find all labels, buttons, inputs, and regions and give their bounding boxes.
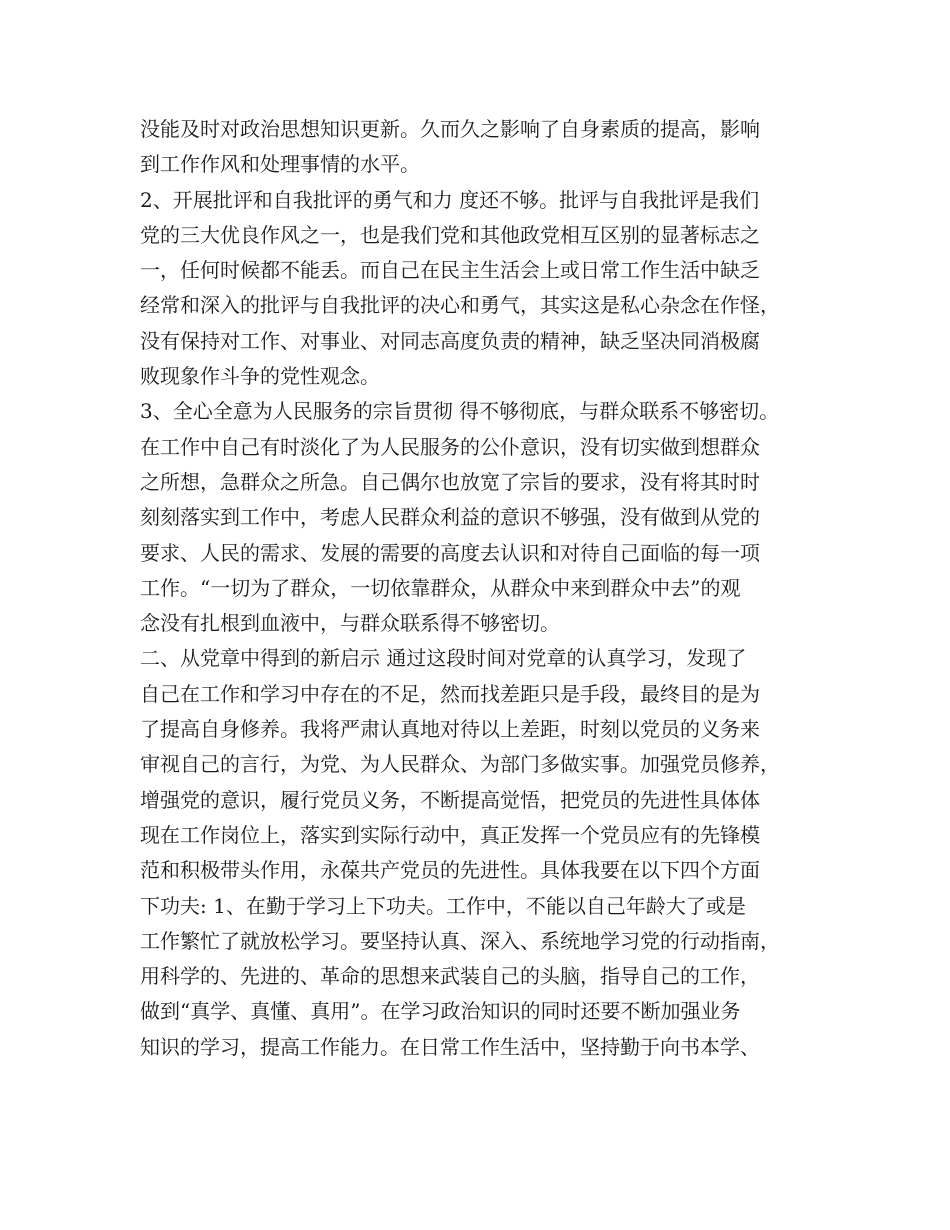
text-line: 要求、人民的需求、发展的需要的高度去认识和对待自己面临的每一项 — [140, 540, 760, 565]
text-line: 3、全心全意为人民服务的宗旨贯彻 得不够彻底，与群众联系不够密切。 — [140, 399, 780, 424]
document-body — [140, 112, 830, 1065]
text-line: 没能及时对政治思想知识更新。久而久之影响了自身素质的提高，影响 — [140, 117, 760, 141]
text-line: 2、开展批评和自我批评的勇气和力 度还不够。批评与自我批评是我们 — [140, 187, 760, 212]
text-line: 用科学的、先进的、革命的思想来武装自己的头脑，指导自己的工作， — [140, 964, 760, 989]
text-line: 一，任何时候都不能丢。而自己在民主生活会上或日常工作生活中缺乏 — [140, 258, 760, 283]
text-line: 刻刻落实到工作中，考虑人民群众利益的意识不够强，没有做到从党的 — [140, 505, 760, 530]
text-line: 到工作作风和处理事情的水平。 — [140, 152, 420, 177]
text-line: 知识的学习，提高工作能力。在日常工作生活中，坚持勤于向书本学、 — [140, 1034, 760, 1059]
text-line: 工作。“一切为了群众，一切依靠群众，从群众中来到群众中去”的观 — [140, 575, 741, 600]
text-line: 败现象作斗争的党性观念。 — [140, 364, 380, 389]
text-line: 现在工作岗位上，落实到实际行动中，真正发挥一个党员应有的先锋模 — [140, 822, 760, 847]
text-line: 没有保持对工作、对事业、对同志高度负责的精神，缺乏坚决同消极腐 — [140, 328, 760, 353]
text-line: 了提高自身修养。我将严肃认真地对待以上差距，时刻以党员的义务来 — [140, 717, 760, 742]
text-line: 经常和深入的批评与自我批评的决心和勇气，其实这是私心杂念在作怪， — [140, 293, 780, 318]
text-line: 增强党的意识，履行党员义务，不断提高觉悟，把党员的先进性具体体 — [140, 787, 760, 812]
text-line: 二、从党章中得到的新启示 通过这段时间对党章的认真学习，发现了 — [140, 646, 747, 671]
text-line: 审视自己的言行，为党、为人民群众、为部门多做实事。加强党员修养， — [140, 752, 780, 777]
text-line: 下功夫: 1、在勤于学习上下功夫。工作中，不能以自己年龄大了或是 — [140, 893, 746, 918]
text-line: 之所想，急群众之所急。自己偶尔也放宽了宗旨的要求，没有将其时时 — [140, 469, 760, 494]
text-line: 做到“真学、真懂、真用”。在学习政治知识的同时还要不断加强业务 — [140, 999, 741, 1024]
text-line: 范和积极带头作用，永葆共产党员的先进性。具体我要在以下四个方面 — [140, 858, 760, 883]
text-line: 念没有扎根到血液中，与群众联系得不够密切。 — [140, 611, 560, 636]
text-line: 自己在工作和学习中存在的不足，然而找差距只是手段，最终目的是为 — [140, 681, 760, 706]
text-line: 党的三大优良作风之一，也是我们党和其他政党相互区别的显著标志之 — [140, 222, 760, 247]
text-line: 工作繁忙了就放松学习。要坚持认真、深入、系统地学习党的行动指南， — [140, 928, 780, 953]
text-line: 在工作中自己有时淡化了为人民服务的公仆意识，没有切实做到想群众 — [140, 434, 760, 459]
